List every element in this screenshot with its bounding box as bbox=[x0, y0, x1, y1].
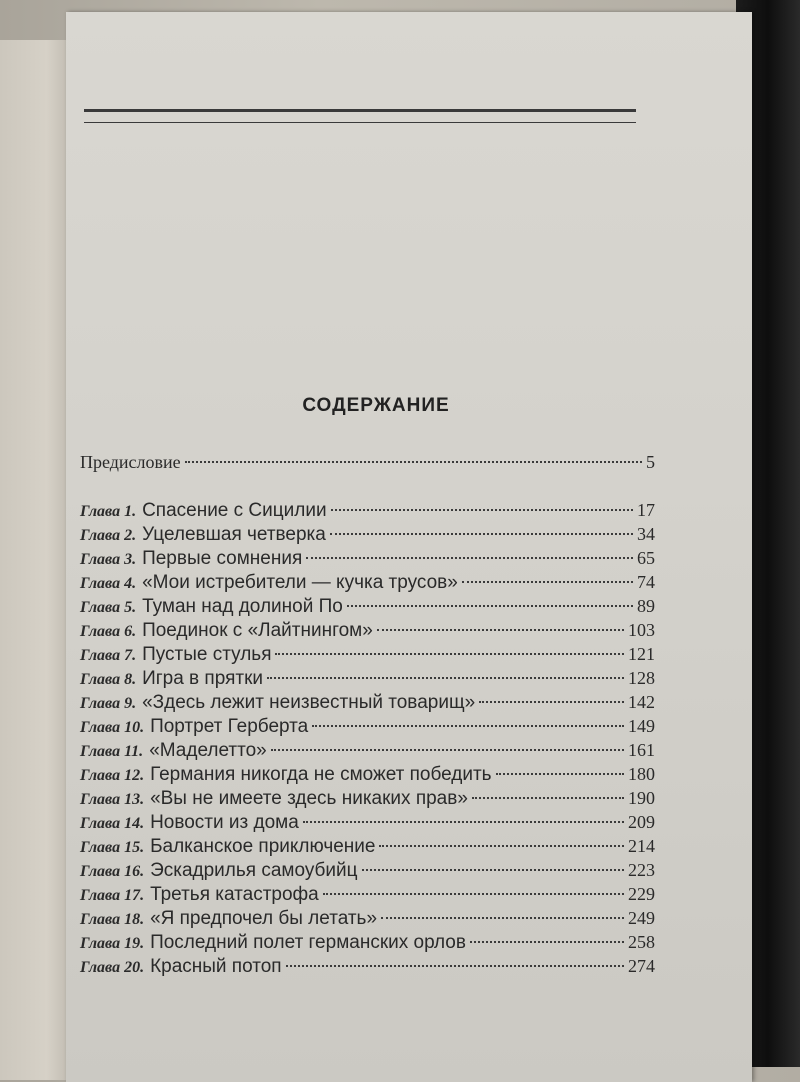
chapter-page: 65 bbox=[637, 548, 655, 568]
dot-leader bbox=[462, 581, 633, 583]
dot-leader bbox=[377, 629, 624, 631]
toc-entry-chapter-20 bbox=[80, 956, 655, 980]
chapter-label: Глава 10. bbox=[80, 719, 145, 736]
dot-leader bbox=[330, 533, 633, 535]
chapter-title: Третья катастрофа bbox=[150, 884, 319, 905]
chapter-title: «Здесь лежит неизвестный товарищ» bbox=[142, 692, 476, 713]
chapter-label: Глава 15. bbox=[80, 839, 145, 856]
toc-entry-chapter-17 bbox=[80, 884, 655, 908]
toc-entry-title: Предисловие bbox=[80, 452, 181, 472]
chapter-page: 121 bbox=[628, 644, 655, 664]
chapter-label: Глава 1. bbox=[80, 503, 137, 520]
chapter-title: Туман над долиной По bbox=[142, 596, 343, 617]
toc-entry-chapter-14 bbox=[80, 812, 655, 836]
chapter-page: 128 bbox=[628, 668, 655, 688]
toc-entry-chapter-7 bbox=[80, 644, 655, 668]
chapter-title: Красный потоп bbox=[150, 956, 282, 977]
chapter-page: 190 bbox=[628, 788, 655, 808]
toc-entry-chapter-18 bbox=[80, 908, 655, 932]
table-of-contents bbox=[80, 452, 655, 980]
dot-leader bbox=[362, 869, 624, 871]
chapter-label: Глава 8. bbox=[80, 671, 137, 688]
toc-entry-chapter-15 bbox=[80, 836, 655, 860]
toc-entry-page: 5 bbox=[646, 452, 655, 472]
chapter-title: «Вы не имеете здесь никаких прав» bbox=[150, 788, 468, 809]
dot-leader bbox=[306, 557, 633, 559]
chapter-title: Последний полет германских орлов bbox=[150, 932, 466, 953]
toc-entry-preface bbox=[80, 452, 655, 476]
chapter-list bbox=[80, 500, 655, 980]
chapter-page: 89 bbox=[637, 596, 655, 616]
chapter-label: Глава 17. bbox=[80, 887, 145, 904]
toc-entry-chapter-6 bbox=[80, 620, 655, 644]
chapter-label: Глава 19. bbox=[80, 935, 145, 952]
chapter-title: Пустые стулья bbox=[142, 644, 272, 665]
chapter-page: 149 bbox=[628, 716, 655, 736]
toc-entry-chapter-1 bbox=[80, 500, 655, 524]
dot-leader bbox=[323, 893, 624, 895]
dot-leader bbox=[381, 917, 624, 919]
chapter-page: 214 bbox=[628, 836, 655, 856]
chapter-title: Эскадрилья самоубийц bbox=[150, 860, 358, 881]
chapter-title: «Я предпочел бы летать» bbox=[150, 908, 378, 929]
toc-entry-chapter-2 bbox=[80, 524, 655, 548]
toc-entry-chapter-8 bbox=[80, 668, 655, 692]
dot-leader bbox=[267, 677, 624, 679]
dot-leader bbox=[331, 509, 633, 511]
dot-leader bbox=[303, 821, 624, 823]
chapter-label: Глава 18. bbox=[80, 911, 145, 928]
chapter-label: Глава 2. bbox=[80, 527, 137, 544]
chapter-page: 74 bbox=[637, 572, 655, 592]
chapter-page: 34 bbox=[637, 524, 655, 544]
chapter-title: «Маделетто» bbox=[149, 740, 267, 761]
chapter-label: Глава 9. bbox=[80, 695, 137, 712]
chapter-title: Балканское приключение bbox=[150, 836, 376, 857]
dot-leader bbox=[472, 797, 624, 799]
chapter-page: 229 bbox=[628, 884, 655, 904]
chapter-label: Глава 3. bbox=[80, 551, 137, 568]
chapter-label: Глава 14. bbox=[80, 815, 145, 832]
chapter-page: 180 bbox=[628, 764, 655, 784]
chapter-title: Новости из дома bbox=[150, 812, 299, 833]
chapter-page: 17 bbox=[637, 500, 655, 520]
dot-leader bbox=[271, 749, 624, 751]
chapter-label: Глава 20. bbox=[80, 959, 145, 976]
chapter-title: Спасение с Сицилии bbox=[142, 500, 327, 521]
book-page bbox=[66, 12, 752, 1082]
chapter-title: Игра в прятки bbox=[142, 668, 263, 689]
chapter-title: Поединок с «Лайтнингом» bbox=[142, 620, 373, 641]
chapter-label: Глава 16. bbox=[80, 863, 145, 880]
chapter-page: 258 bbox=[628, 932, 655, 952]
dot-leader bbox=[286, 965, 624, 967]
chapter-page: 161 bbox=[628, 740, 655, 760]
toc-entry-chapter-19 bbox=[80, 932, 655, 956]
chapter-page: 274 bbox=[628, 956, 655, 976]
chapter-title: Уцелевшая четверка bbox=[142, 524, 326, 545]
dot-leader bbox=[185, 461, 642, 463]
dot-leader bbox=[275, 653, 624, 655]
chapter-page: 249 bbox=[628, 908, 655, 928]
toc-entry-chapter-12 bbox=[80, 764, 655, 788]
toc-entry-chapter-4 bbox=[80, 572, 655, 596]
chapter-label: Глава 13. bbox=[80, 791, 145, 808]
dot-leader bbox=[347, 605, 633, 607]
chapter-label: Глава 7. bbox=[80, 647, 137, 664]
toc-entry-chapter-9 bbox=[80, 692, 655, 716]
chapter-label: Глава 6. bbox=[80, 623, 137, 640]
chapter-title: «Мои истребители — кучка трусов» bbox=[142, 572, 458, 593]
chapter-label: Глава 11. bbox=[80, 743, 144, 760]
dot-leader bbox=[379, 845, 624, 847]
dot-leader bbox=[470, 941, 624, 943]
dot-leader bbox=[479, 701, 624, 703]
toc-entry-chapter-16 bbox=[80, 860, 655, 884]
toc-entry-chapter-5 bbox=[80, 596, 655, 620]
chapter-page: 209 bbox=[628, 812, 655, 832]
chapter-page: 223 bbox=[628, 860, 655, 880]
chapter-page: 103 bbox=[628, 620, 655, 640]
toc-entry-chapter-11 bbox=[80, 740, 655, 764]
chapter-label: Глава 5. bbox=[80, 599, 137, 616]
chapter-page: 142 bbox=[628, 692, 655, 712]
toc-entry-chapter-3 bbox=[80, 548, 655, 572]
chapter-title: Портрет Герберта bbox=[150, 716, 309, 737]
toc-title: СОДЕРЖАНИЕ bbox=[302, 395, 450, 416]
chapter-title: Первые сомнения bbox=[142, 548, 303, 569]
dot-leader bbox=[496, 773, 624, 775]
toc-entry-chapter-13 bbox=[80, 788, 655, 812]
dot-leader bbox=[312, 725, 624, 727]
header-rule bbox=[84, 109, 636, 123]
chapter-title: Германия никогда не сможет победить bbox=[150, 764, 492, 785]
toc-entry-chapter-10 bbox=[80, 716, 655, 740]
chapter-label: Глава 4. bbox=[80, 575, 137, 592]
chapter-label: Глава 12. bbox=[80, 767, 145, 784]
